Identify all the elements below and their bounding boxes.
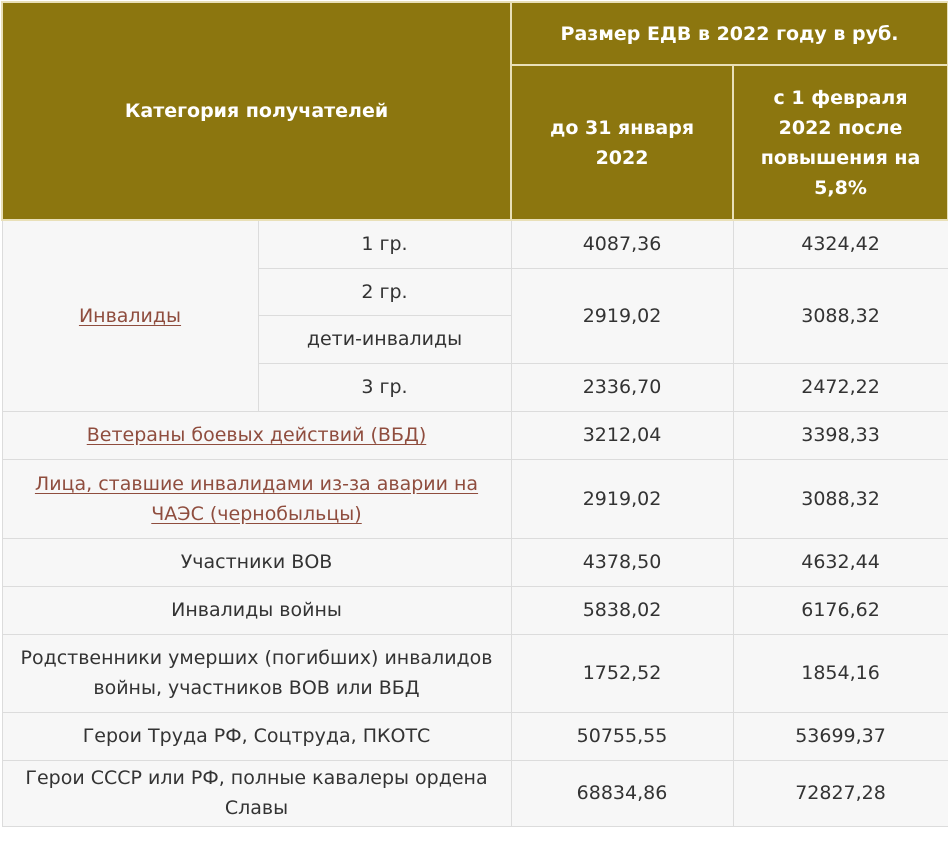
category-label: Родственники умерших (погибших) инвалидов войны, участников ВОВ или ВБД — [2, 634, 511, 712]
group-3-label: 3 гр. — [258, 363, 511, 411]
table-row — [2, 220, 948, 268]
header-after: с 1 февраля 2022 после повышения на 5,8% — [733, 65, 948, 220]
children-invalids-label: дети-инвалиды — [258, 315, 511, 363]
category-cell — [2, 411, 511, 459]
after-value: 3398,33 — [733, 411, 948, 459]
after-value: 53699,37 — [733, 712, 948, 760]
group-3-before: 2336,70 — [511, 363, 733, 411]
after-value: 6176,62 — [733, 586, 948, 634]
group-1-before: 4087,36 — [511, 220, 733, 268]
table-row — [2, 712, 948, 760]
invalids-link[interactable]: Инвалиды — [78, 304, 182, 327]
table-row — [2, 760, 948, 826]
after-value: 1854,16 — [733, 634, 948, 712]
before-value: 4378,50 — [511, 538, 733, 586]
table-row — [2, 411, 948, 459]
before-value: 68834,86 — [511, 760, 733, 826]
category-label: Герои Труда РФ, Соцтруда, ПКОТС — [2, 712, 511, 760]
category-cell — [2, 459, 511, 538]
before-value: 50755,55 — [511, 712, 733, 760]
category-label: Герои СССР или РФ, полные кавалеры ордена Славы — [2, 760, 511, 826]
table-row — [2, 459, 948, 538]
group-2-label: 2 гр. — [258, 268, 511, 315]
group-1-after: 4324,42 — [733, 220, 948, 268]
header-row-top — [2, 2, 948, 65]
category-label: Участники ВОВ — [2, 538, 511, 586]
header-category: Категория получателей — [2, 2, 511, 220]
after-value: 72827,28 — [733, 760, 948, 826]
before-value: 5838,02 — [511, 586, 733, 634]
before-value: 2919,02 — [511, 459, 733, 538]
group-3-after: 2472,22 — [733, 363, 948, 411]
after-value: 3088,32 — [733, 459, 948, 538]
table-row — [2, 586, 948, 634]
table-row — [2, 538, 948, 586]
group-1-label: 1 гр. — [258, 220, 511, 268]
category-label: Инвалиды войны — [2, 586, 511, 634]
after-value: 4632,44 — [733, 538, 948, 586]
invalids-cell — [2, 220, 258, 411]
table-row — [2, 634, 948, 712]
group-2-before: 2919,02 — [511, 268, 733, 363]
header-before: до 31 января 2022 — [511, 65, 733, 220]
combat-veterans-link[interactable]: Ветераны боевых действий (ВБД) — [86, 424, 427, 446]
chernobyl-link[interactable]: Лица, ставшие инвалидами из-за аварии на ЧАЭС (чернобыльцы) — [34, 472, 479, 525]
edv-table — [1, 1, 948, 827]
header-amount-group: Размер ЕДВ в 2022 году в руб. — [511, 2, 948, 65]
before-value: 1752,52 — [511, 634, 733, 712]
before-value: 3212,04 — [511, 411, 733, 459]
group-2-after: 3088,32 — [733, 268, 948, 363]
